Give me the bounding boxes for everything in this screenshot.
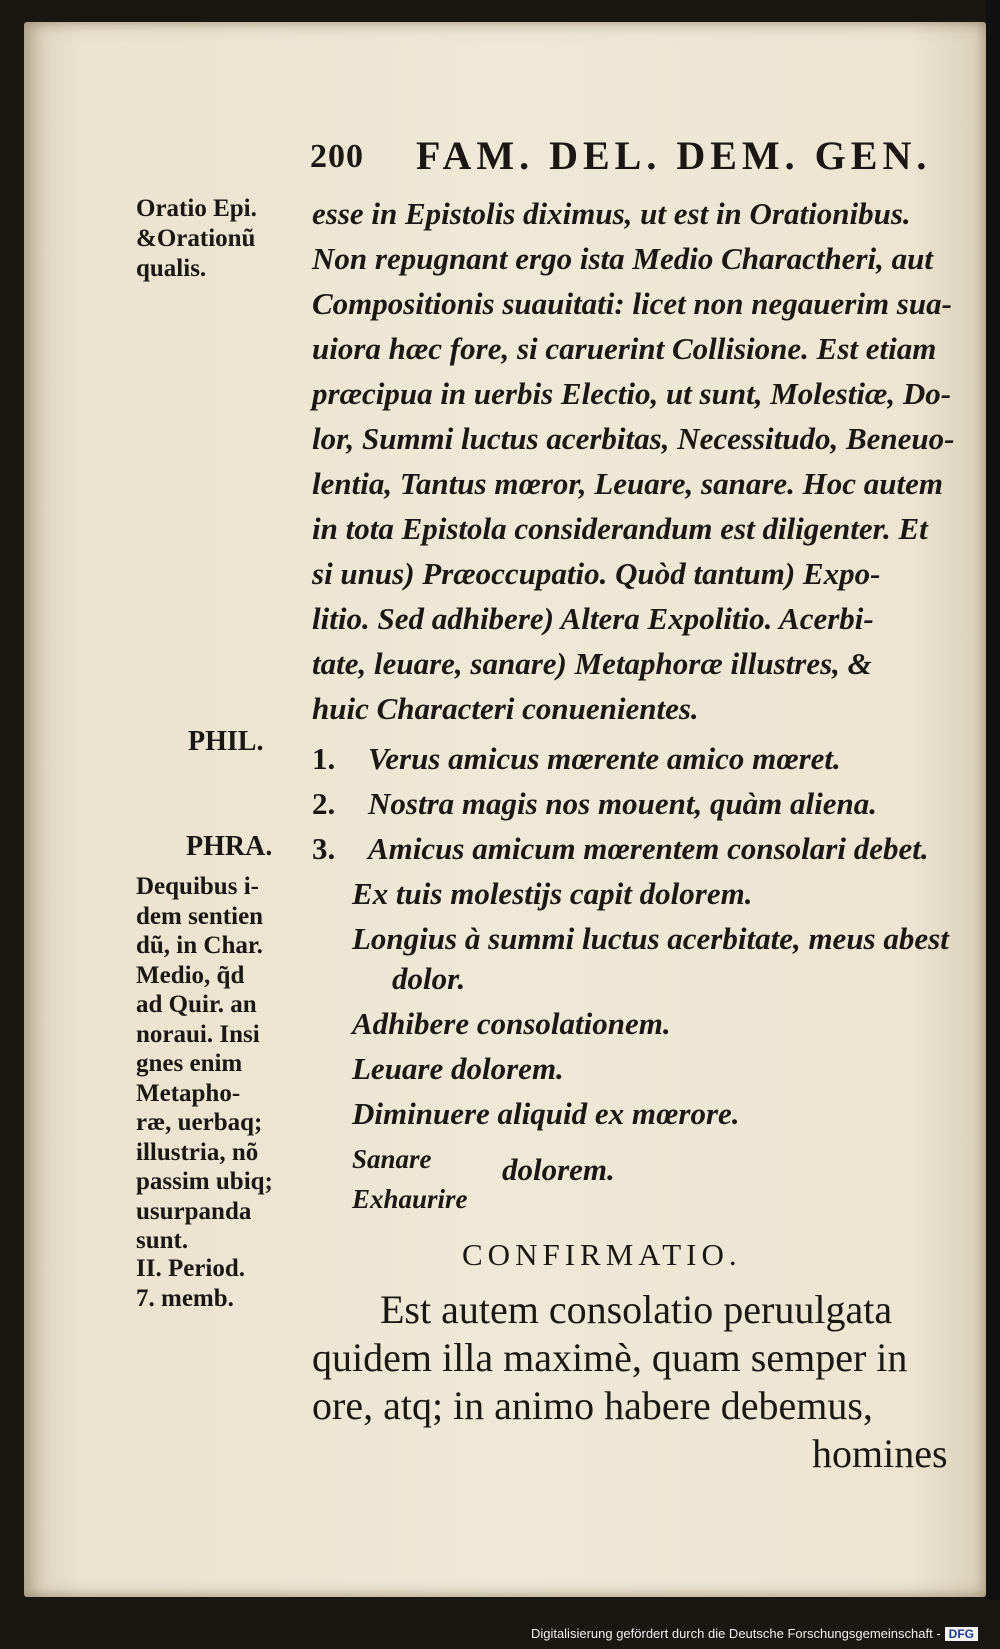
- section-heading: CONFIRMATIO.: [462, 1237, 742, 1272]
- body-line: tate, leuare, sanare) Metaphoræ illustres, &: [312, 646, 872, 681]
- margin-note-period: II. Period. 7. memb.: [136, 1255, 246, 1312]
- body-line: præcipua in uerbis Electio, ut sunt, Molestiæ, Do-: [312, 376, 952, 411]
- phrase-line: Longius à summi luctus acerbitate, meus abest: [352, 921, 949, 956]
- body-line: si unus) Præoccupatio. Quòd tantum) Expo-: [312, 556, 881, 591]
- margin-note-oratio: Oratio Epi. &Orationũ qualis.: [136, 195, 257, 282]
- phrase-line: dolor.: [392, 961, 466, 996]
- folio-number: 200: [310, 138, 364, 175]
- phrase-shared-word: dolorem.: [502, 1152, 615, 1187]
- phrase-line: Sanare: [352, 1144, 432, 1174]
- phrase-line: Adhibere consolationem.: [352, 1006, 671, 1041]
- phrase-line: Ex tuis molestijs capit dolorem.: [352, 876, 753, 911]
- digitization-footer: [531, 1626, 978, 1641]
- proposition-number: 2.: [312, 786, 336, 821]
- running-head: FAM. DEL. DEM. GEN.: [416, 133, 932, 178]
- scan-edge: [986, 0, 1000, 1600]
- footer-text: Digitalisierung gefördert durch die Deutsche Forschungsgemeinschaft -: [530, 1626, 941, 1641]
- body-line: huic Characteri conuenientes.: [312, 691, 699, 726]
- proposition-number: 3.: [312, 831, 336, 866]
- confirmatio-line: Est autem consolatio peruulgata: [380, 1287, 893, 1332]
- margin-note-phil: PHIL.: [188, 726, 264, 757]
- proposition-text: Nostra magis nos mouent, quàm aliena.: [368, 786, 878, 821]
- proposition-3: [312, 829, 929, 869]
- proposition-1: [312, 739, 841, 779]
- margin-note-dequibus: Dequibus i- dem sentien dũ, in Char. Medio, q̃d ad Quir. an noraui. Insi gnes enim Metapho- ræ, uerbaq; illustria, nõ passim ubiq; usurpanda sunt.: [136, 873, 273, 1254]
- body-line: uiora hæc fore, si caruerint Collisione. Est etiam: [312, 331, 937, 366]
- proposition-number: 1.: [312, 741, 336, 776]
- proposition-text: Amicus amicum mœrentem consolari debet.: [368, 831, 929, 866]
- proposition-2: [312, 784, 877, 824]
- confirmatio-line: ore, atq; in animo habere debemus,: [312, 1383, 873, 1428]
- margin-note-phra: PHRA.: [186, 831, 273, 862]
- body-line: Non repugnant ergo ista Medio Charactheri, aut: [312, 241, 933, 276]
- phrase-line: Diminuere aliquid ex mœrore.: [352, 1096, 740, 1131]
- phrase-line: Exhaurire: [352, 1184, 468, 1214]
- proposition-text: Verus amicus mœrente amico mœret.: [368, 741, 841, 776]
- phrase-line: Leuare dolorem.: [352, 1051, 564, 1086]
- body-line: Compositionis suauitati: licet non negauerim sua-: [312, 286, 952, 321]
- body-line: in tota Epistola considerandum est diligenter. Et: [312, 511, 928, 546]
- body-line: esse in Epistolis diximus, ut est in Orationibus.: [312, 196, 911, 231]
- dfg-logo: DFG: [945, 1627, 978, 1641]
- book-page: [24, 22, 986, 1597]
- body-line: lor, Summi luctus acerbitas, Necessitudo, Beneuo-: [312, 421, 955, 456]
- confirmatio-line: quidem illa maximè, quam semper in: [312, 1335, 908, 1380]
- page-header: [24, 132, 986, 192]
- confirmatio-catchword: homines: [812, 1431, 948, 1476]
- body-line: litio. Sed adhibere) Altera Expolitio. Acerbi-: [312, 601, 874, 636]
- body-line: lentia, Tantus mœror, Leuare, sanare. Hoc autem: [312, 466, 943, 501]
